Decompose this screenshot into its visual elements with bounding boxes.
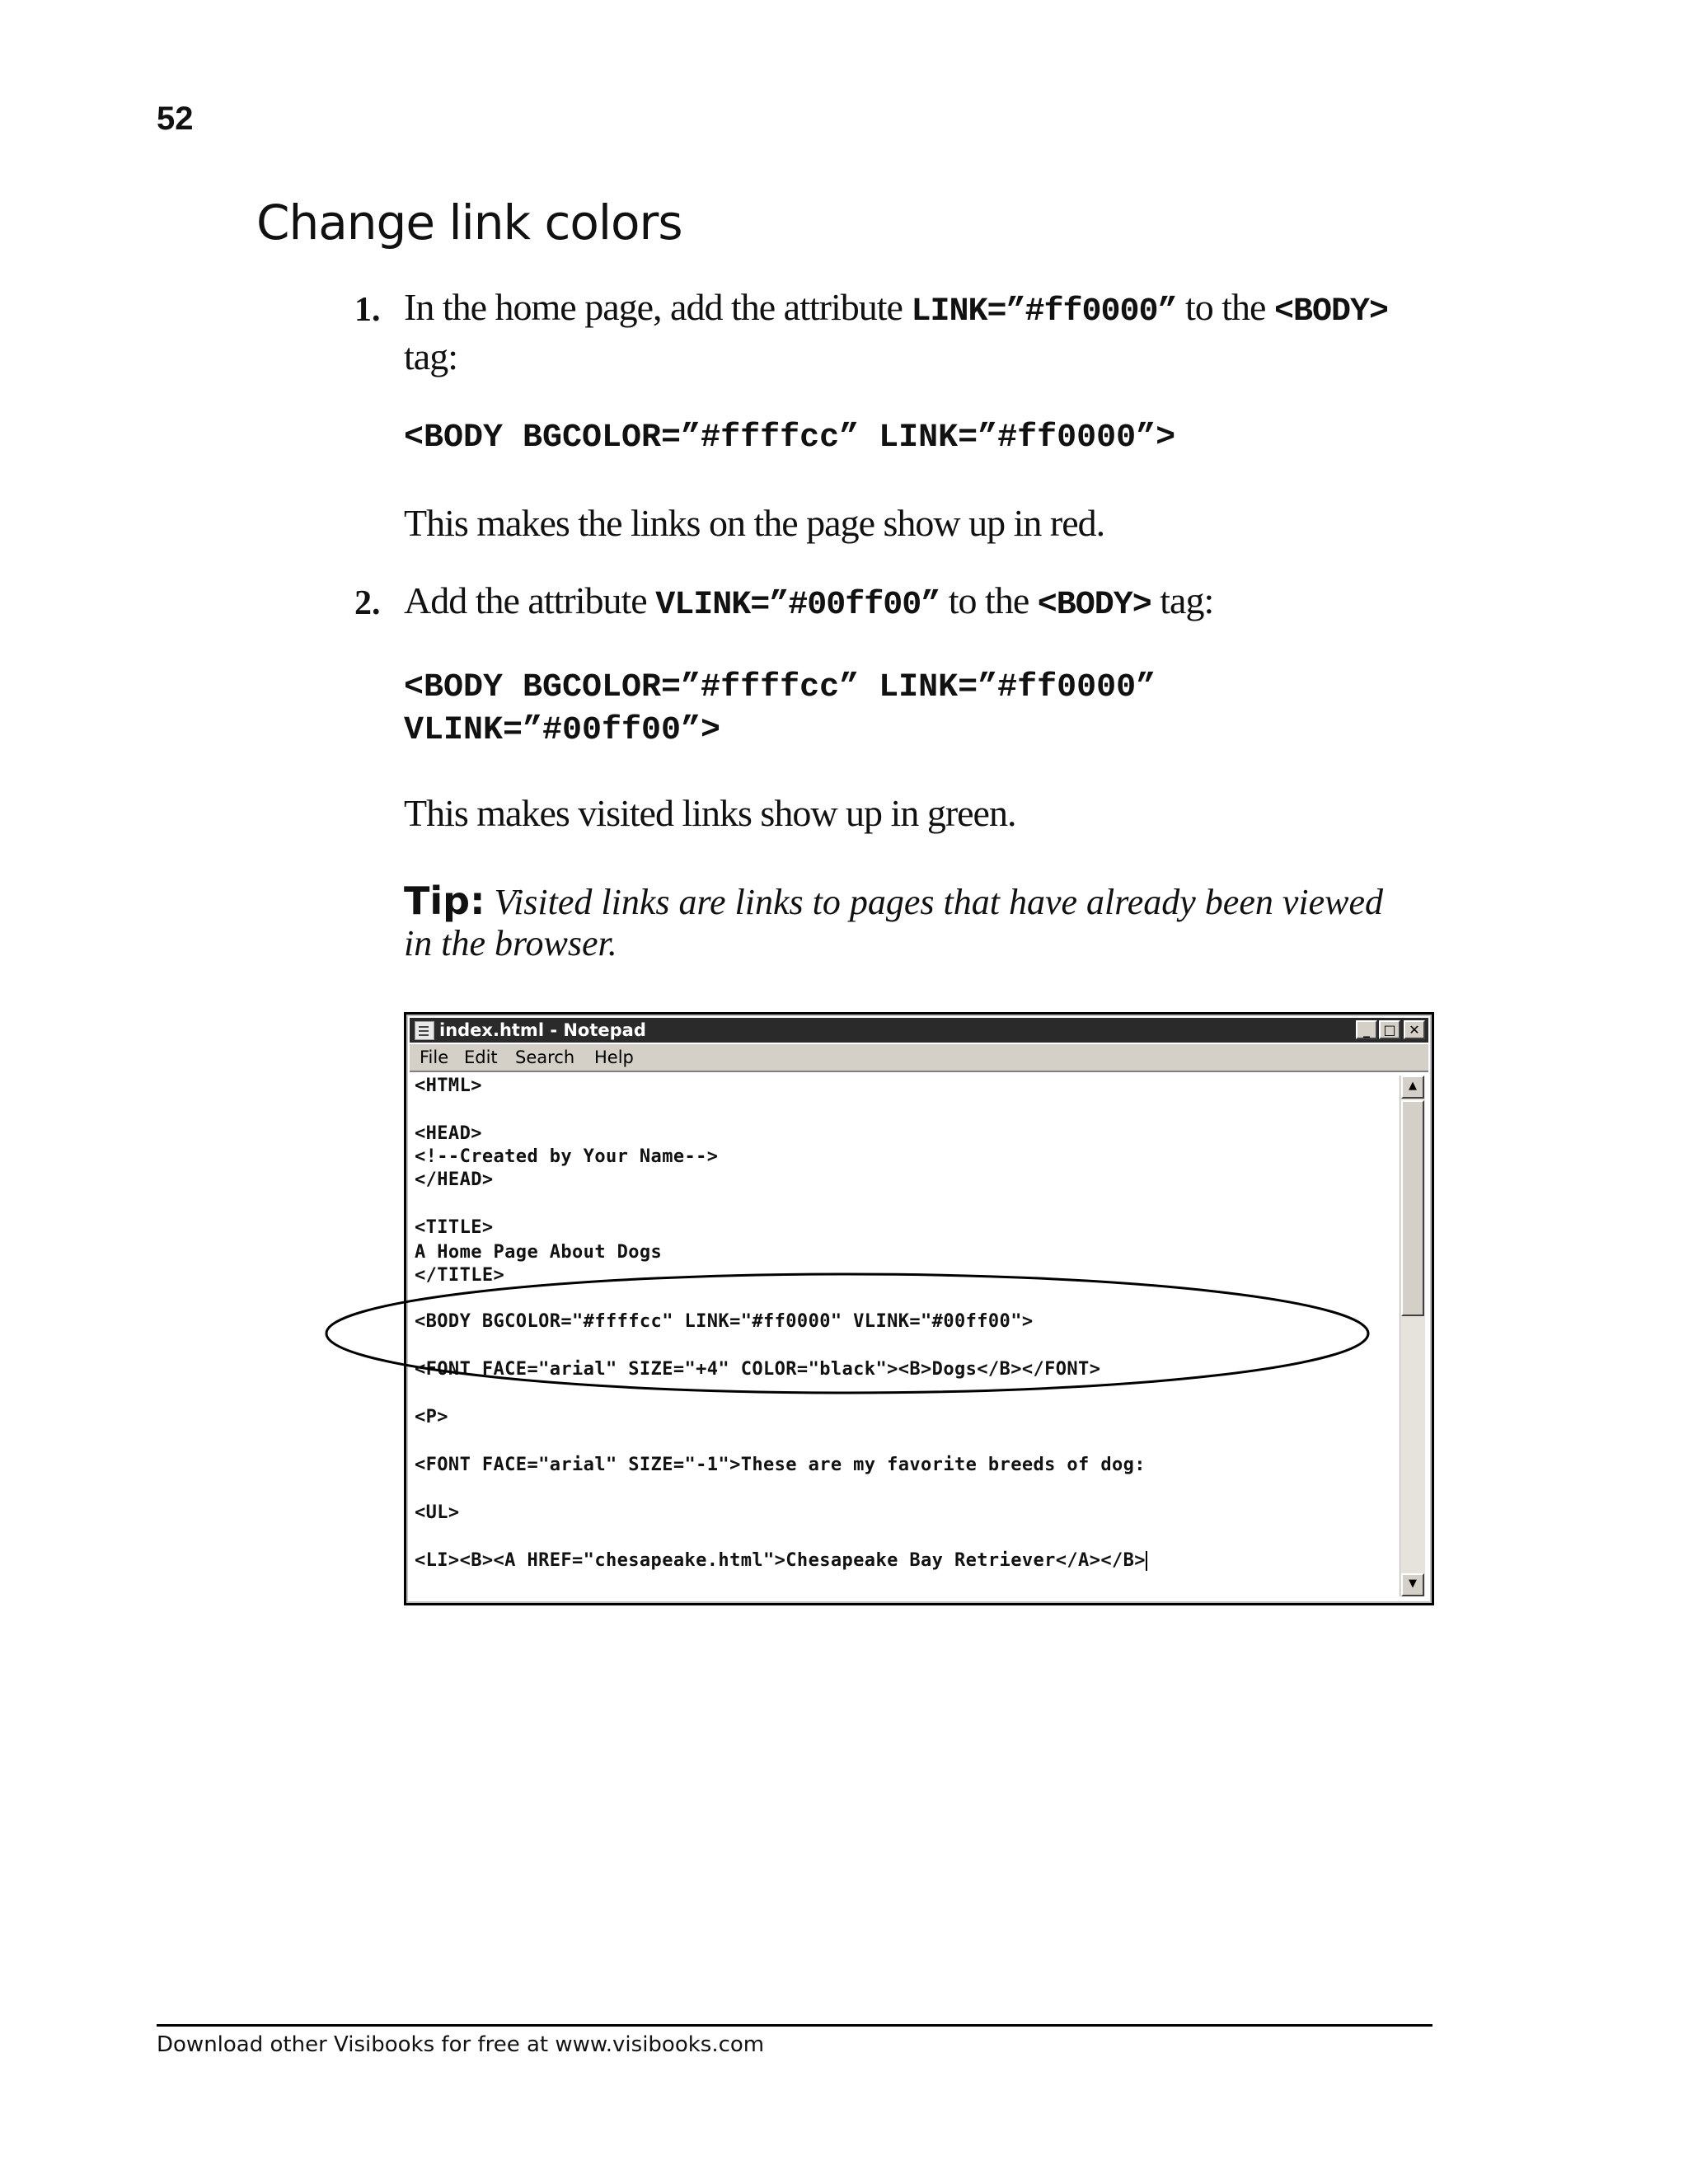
code-line-text: <LI><B><A HREF="chesapeake.html">Chesapeake Bay Retriever</A></B>	[415, 1550, 1146, 1571]
tip-label: Tip:	[404, 879, 485, 923]
scroll-down-arrow-icon[interactable]: ▼	[1401, 1573, 1424, 1596]
text-editor-area[interactable]	[415, 1074, 1395, 1596]
step-2-attribute: VLINK=”#00ff00”	[655, 587, 940, 624]
step-1-code-example: <BODY BGCOLOR=”#ffffcc” LINK=”#ff0000”>	[404, 419, 1176, 457]
code-line: <TITLE>	[415, 1217, 494, 1238]
vertical-scrollbar[interactable]	[1400, 1076, 1425, 1596]
step-2-tag: <BODY>	[1037, 587, 1151, 624]
code-line: <FONT FACE="arial" SIZE="+4" COLOR="black"><B>Dogs</B></FONT>	[415, 1359, 1101, 1380]
step-1-tag: <BODY>	[1273, 293, 1389, 330]
menu-search[interactable]: Search	[515, 1047, 575, 1067]
code-line-body-tag: <BODY BGCOLOR="#ffffcc" LINK="#ff0000" VLINK="#00ff00">	[415, 1311, 1034, 1332]
code-line: <HEAD>	[415, 1123, 482, 1144]
window-title: index.html - Notepad	[439, 1020, 646, 1040]
section-title: Change link colors	[256, 194, 682, 251]
code-line: <FONT FACE="arial" SIZE="-1">These are my favorite breeds of dog:	[415, 1455, 1146, 1475]
step-2-result: This makes visited links show up in green.	[404, 792, 1016, 834]
notepad-app-icon	[415, 1021, 434, 1040]
footer-text: Download other Visibooks for free at www.visibooks.com	[157, 2032, 765, 2057]
scroll-up-arrow-icon[interactable]: ▲	[1401, 1076, 1424, 1099]
step-2-code-line-2: VLINK=”#00ff00”>	[404, 712, 721, 749]
maximize-button[interactable]: □	[1379, 1020, 1400, 1039]
menu-help[interactable]: Help	[594, 1047, 634, 1067]
menu-file[interactable]: File	[420, 1047, 449, 1067]
step-1-attribute: LINK=”#ff0000”	[911, 293, 1177, 330]
step-1-number: 1.	[354, 291, 381, 329]
step-1-text-before: In the home page, add the attribute	[404, 286, 912, 328]
text-caret	[1146, 1551, 1147, 1571]
notepad-window	[404, 1012, 1434, 1605]
tip-text: Visited links are links to pages that have already been viewed in the browser.	[404, 882, 1384, 963]
step-1-text-middle: to the	[1176, 286, 1274, 328]
code-line: <!--Created by Your Name-->	[415, 1146, 719, 1167]
close-button[interactable]: ✕	[1404, 1020, 1425, 1039]
step-2-text-after: tag:	[1151, 579, 1214, 621]
code-line: <P>	[415, 1407, 448, 1427]
code-line: <UL>	[415, 1502, 460, 1523]
step-1-text-after: tag:	[404, 335, 457, 377]
step-1-result: This makes the links on the page show up in red.	[404, 502, 1105, 544]
page-number: 52	[157, 101, 194, 137]
step-2-instruction	[404, 579, 1418, 628]
step-1-instruction	[404, 285, 1418, 379]
code-line: A Home Page About Dogs	[415, 1242, 663, 1263]
scroll-thumb[interactable]	[1401, 1100, 1424, 1316]
step-2-code-line-1: <BODY BGCOLOR=”#ffffcc” LINK=”#ff0000”	[404, 669, 1156, 706]
menu-bar	[410, 1044, 1428, 1072]
minimize-button[interactable]: _	[1356, 1020, 1377, 1039]
step-2-number: 2.	[354, 584, 381, 622]
tip	[404, 880, 1418, 964]
code-line-with-caret	[415, 1550, 1147, 1571]
step-2-text-before: Add the attribute	[404, 579, 656, 621]
code-line: </TITLE>	[415, 1265, 505, 1286]
menu-edit[interactable]: Edit	[464, 1047, 498, 1067]
step-2-text-middle: to the	[940, 579, 1038, 621]
code-line: <HTML>	[415, 1076, 482, 1096]
title-bar[interactable]	[410, 1018, 1428, 1043]
footer-rule	[157, 2024, 1432, 2027]
code-line: </HEAD>	[415, 1169, 494, 1190]
